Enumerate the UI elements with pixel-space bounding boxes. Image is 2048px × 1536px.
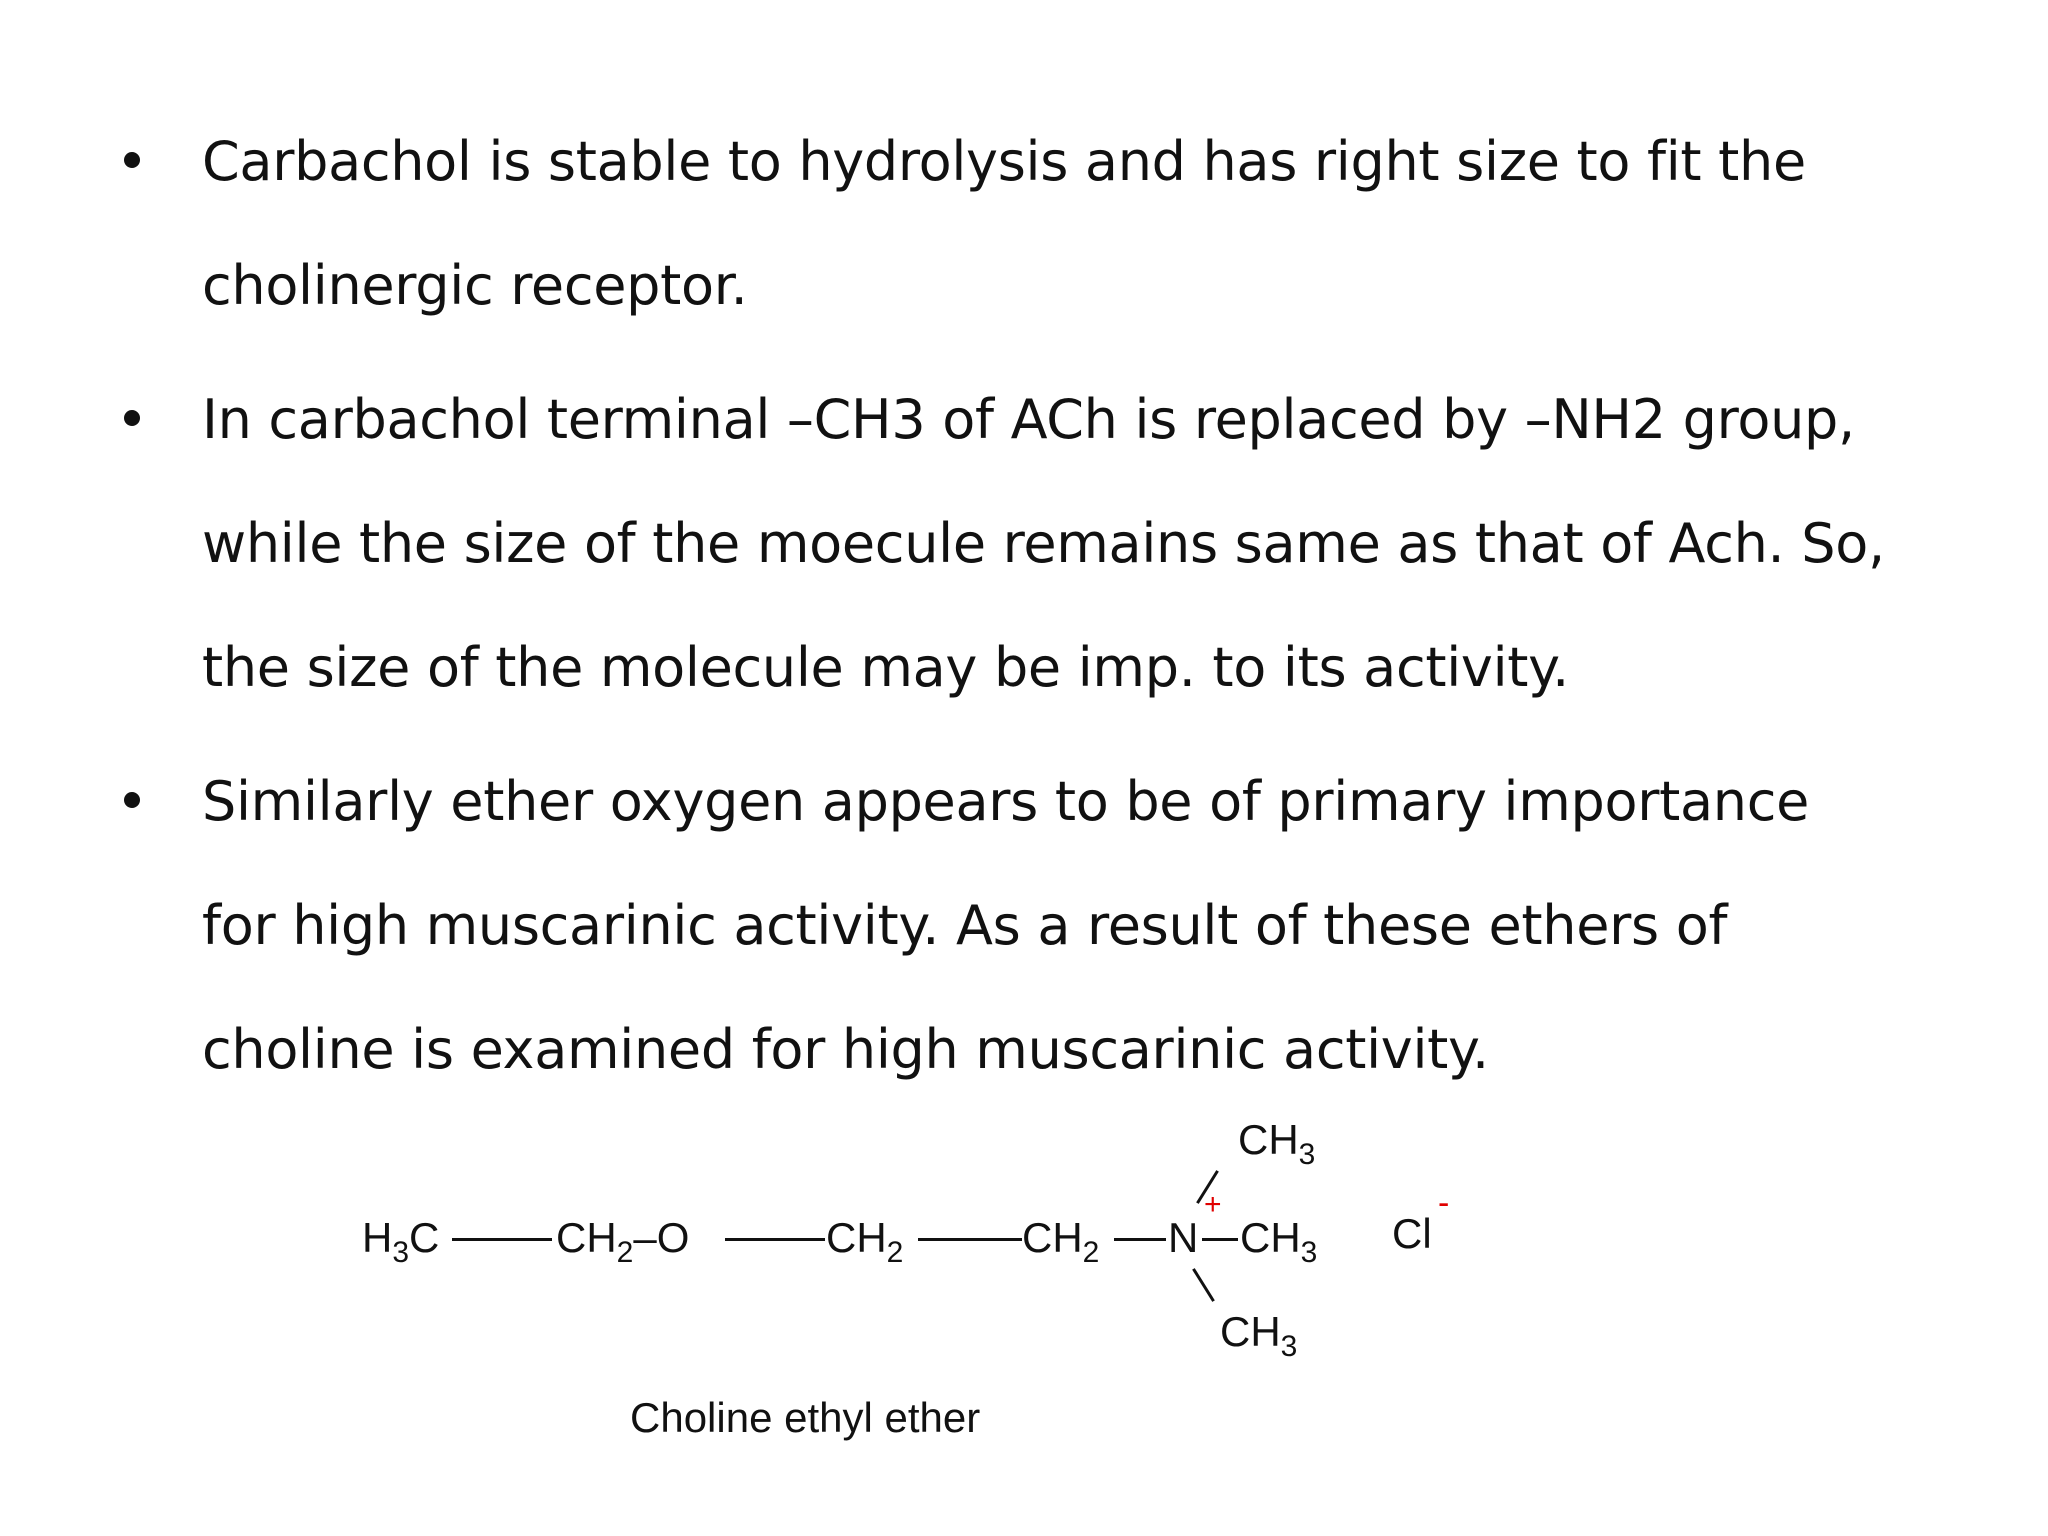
negative-charge: -	[1438, 1184, 1450, 1222]
group-ch2-a-main: CH	[826, 1214, 887, 1261]
group-ch3-right-main: CH	[1240, 1214, 1301, 1261]
group-ch2-b-sub: 2	[1082, 1236, 1100, 1269]
group-ch2-a	[826, 1214, 903, 1277]
bullet-3-line-2: for high muscarinic activity. As a result of these ethers of	[202, 894, 1728, 957]
bullet-dot	[124, 152, 140, 168]
counterion-chloride: Cl	[1392, 1210, 1432, 1257]
group-h3c-main: H	[362, 1214, 393, 1261]
group-h3c-tail: C	[409, 1214, 440, 1261]
group-ch2-b	[1022, 1214, 1099, 1277]
group-ch3-right	[1240, 1214, 1317, 1277]
group-ch2-o	[556, 1214, 689, 1277]
atom-nitrogen: N	[1168, 1214, 1199, 1261]
bond-line	[1114, 1238, 1166, 1241]
group-ch3-top	[1238, 1116, 1315, 1179]
bond-diagonal-down	[1192, 1268, 1215, 1302]
bullet-3-line-1: Similarly ether oxygen appears to be of primary importance	[202, 770, 1810, 833]
group-ch3-top-sub: 3	[1298, 1138, 1316, 1171]
chemical-structure	[340, 1110, 1480, 1370]
bullet-item-2	[120, 358, 2000, 730]
group-ch2-o-tail: –O	[633, 1214, 690, 1261]
positive-charge: +	[1204, 1188, 1222, 1221]
structure-caption: Choline ethyl ether	[630, 1394, 981, 1441]
bullet-list	[120, 100, 2000, 1122]
bullet-3-line-3: choline is examined for high muscarinic activity.	[202, 1018, 1489, 1081]
group-ch2-b-main: CH	[1022, 1214, 1083, 1261]
bullet-2-line-2: while the size of the moecule remains same as that of Ach. So,	[202, 512, 1885, 575]
group-h3c	[362, 1214, 439, 1277]
bullet-item-1	[120, 100, 2000, 348]
group-h3c-sub: 3	[392, 1236, 410, 1269]
group-ch3-top-main: CH	[1238, 1116, 1299, 1163]
group-ch2-o-sub: 2	[616, 1236, 634, 1269]
bullet-1-line-2: cholinergic receptor.	[202, 254, 748, 317]
bullet-2-line-1: In carbachol terminal –CH3 of ACh is replaced by –NH2 group,	[202, 388, 1855, 451]
group-ch3-bottom-sub: 3	[1280, 1330, 1298, 1363]
bond-line	[918, 1238, 1022, 1241]
group-ch2-o-main: CH	[556, 1214, 617, 1261]
group-ch3-bottom	[1220, 1308, 1297, 1371]
bullet-dot	[124, 792, 140, 808]
bond-line	[452, 1238, 552, 1241]
bullet-1-line-1: Carbachol is stable to hydrolysis and has right size to fit the	[202, 130, 1806, 193]
group-ch3-right-sub: 3	[1300, 1236, 1318, 1269]
bullet-dot	[124, 410, 140, 426]
bullet-item-3	[120, 740, 2000, 1112]
group-ch3-bottom-main: CH	[1220, 1308, 1281, 1355]
bullet-2-line-3: the size of the molecule may be imp. to its activity.	[202, 636, 1569, 699]
group-ch2-a-sub: 2	[886, 1236, 904, 1269]
bond-line	[725, 1238, 825, 1241]
bond-line	[1202, 1238, 1238, 1241]
